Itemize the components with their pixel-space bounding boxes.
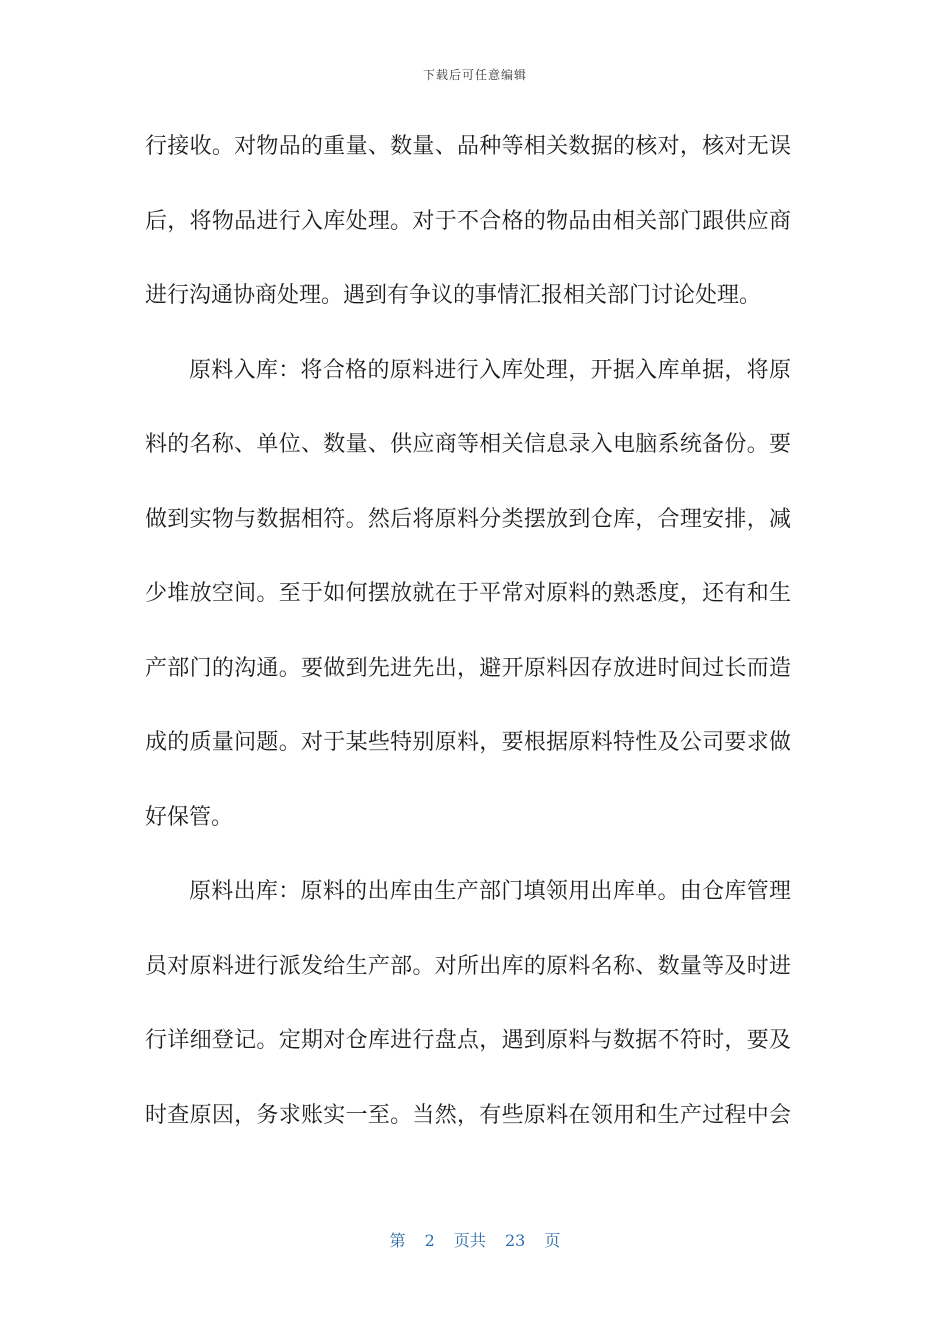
text-line: 做到实物与数据相符。然后将原料分类摆放到仓库，合理安排，减 xyxy=(145,506,791,532)
text-line: 少堆放空间。至于如何摆放就在于平常对原料的熟悉度，还有和生 xyxy=(145,581,791,606)
text-line: 后，将物品进行入库处理。对于不合格的物品由相关部门跟供应商 xyxy=(145,208,791,234)
text-line: 成的质量问题。对于某些特别原料，要根据原料特性及公司要求做 xyxy=(145,730,791,755)
text-line: 好保管。 xyxy=(145,804,234,830)
text-line: 行详细登记。定期对仓库进行盘点，遇到原料与数据不符时，要及 xyxy=(145,1028,791,1053)
paragraph-start-line: 原料入库：将合格的原料进行入库处理，开据入库单据，将原 xyxy=(189,357,791,383)
page-number-footer: 第 2 页共 23 页 xyxy=(389,1231,561,1250)
text-line: 行接收。对物品的重量、数量、品种等相关数据的核对，核对无误 xyxy=(145,134,791,159)
page-header: 下载后可任意编辑 xyxy=(422,68,527,82)
text-line: 料的名称、单位、数量、供应商等相关信息录入电脑系统备份。要 xyxy=(145,432,791,457)
document-body xyxy=(145,123,791,1166)
text-line: 员对原料进行派发给生产部。对所出库的原料名称、数量等及时进 xyxy=(145,953,791,979)
text-line: 产部门的沟通。要做到先进先出，避开原料因存放进时间过长而造 xyxy=(145,655,791,681)
text-line: 时查原因，务求账实一至。当然，有些原料在领用和生产过程中会 xyxy=(145,1102,791,1128)
text-line: 进行沟通协商处理。遇到有争议的事情汇报相关部门讨论处理。 xyxy=(145,283,762,308)
paragraph-start-line: 原料出库：原料的出库由生产部门填领用出库单。由仓库管理 xyxy=(189,879,791,904)
